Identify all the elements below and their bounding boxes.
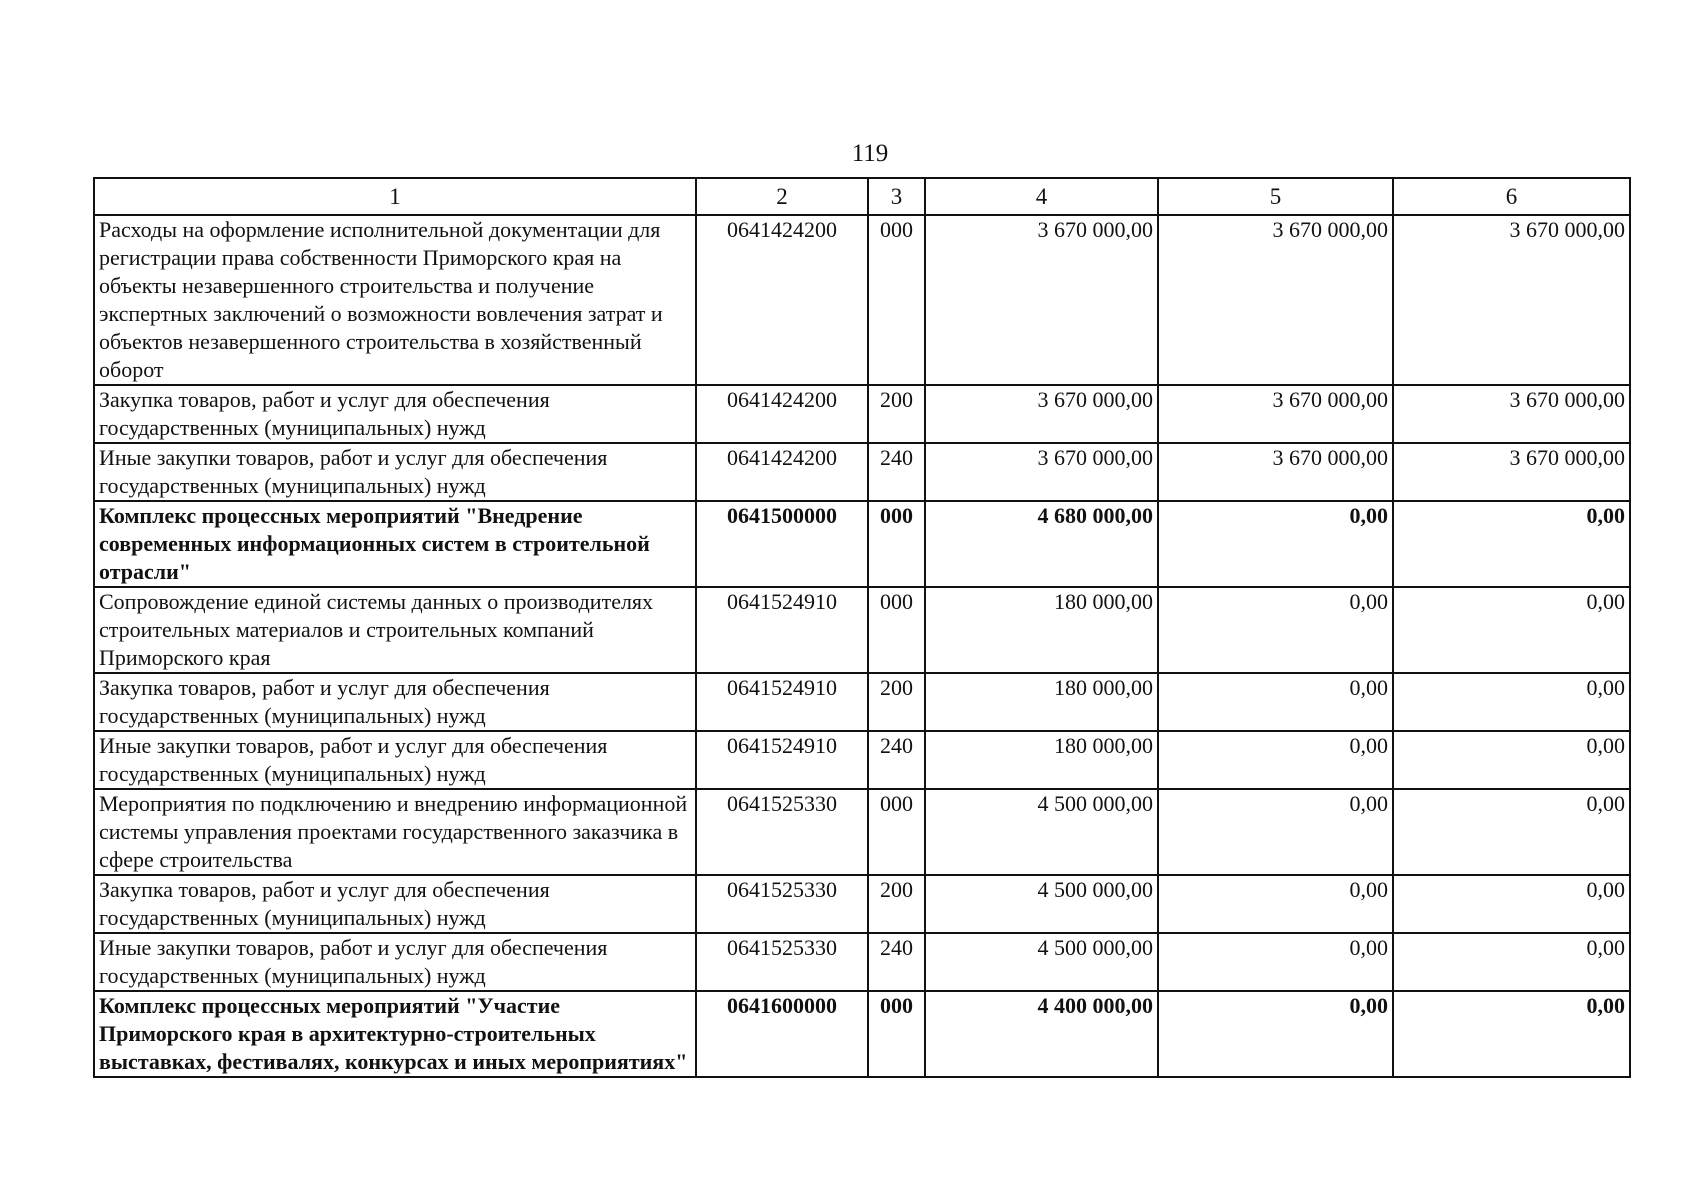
row-code: 0641600000 <box>696 991 868 1077</box>
column-header: 3 <box>868 178 925 215</box>
budget-table <box>93 177 1631 1078</box>
table-row <box>94 789 1630 875</box>
row-name: Иные закупки товаров, работ и услуг для обеспечения государственных (муниципальных) нужд <box>94 443 696 501</box>
row-amount-col5: 0,00 <box>1158 875 1393 933</box>
row-code: 0641525330 <box>696 789 868 875</box>
table-row <box>94 385 1630 443</box>
row-name: Расходы на оформление исполнительной документации для регистрации права собственности Приморского края на объекты незавершенного строительства и получение экспертных заключений о возможности вовлечения затрат и объектов незавершенного строительства в хозяйственный оборот <box>94 215 696 385</box>
row-amount-col6: 0,00 <box>1393 991 1630 1077</box>
row-amount-col4: 3 670 000,00 <box>925 215 1158 385</box>
row-amount-col4: 4 500 000,00 <box>925 933 1158 991</box>
row-code: 0641500000 <box>696 501 868 587</box>
row-amount-col4: 4 500 000,00 <box>925 875 1158 933</box>
column-header: 6 <box>1393 178 1630 215</box>
row-amount-col5: 3 670 000,00 <box>1158 215 1393 385</box>
row-amount-col6: 3 670 000,00 <box>1393 443 1630 501</box>
row-name: Закупка товаров, работ и услуг для обеспечения государственных (муниципальных) нужд <box>94 385 696 443</box>
row-amount-col4: 180 000,00 <box>925 731 1158 789</box>
column-header: 4 <box>925 178 1158 215</box>
row-name: Закупка товаров, работ и услуг для обеспечения государственных (муниципальных) нужд <box>94 673 696 731</box>
row-name: Комплекс процессных мероприятий "Участие Приморского края в архитектурно-строительных выставках, фестивалях, конкурсах и иных мероприятиях" <box>94 991 696 1077</box>
row-type: 000 <box>868 215 925 385</box>
row-amount-col6: 0,00 <box>1393 731 1630 789</box>
row-amount-col5: 0,00 <box>1158 587 1393 673</box>
table-row-section <box>94 501 1630 587</box>
row-type: 000 <box>868 789 925 875</box>
row-amount-col5: 0,00 <box>1158 731 1393 789</box>
row-amount-col4: 180 000,00 <box>925 673 1158 731</box>
table-row <box>94 875 1630 933</box>
row-name: Мероприятия по подключению и внедрению информационной системы управления проектами государственного заказчика в сфере строительства <box>94 789 696 875</box>
row-amount-col4: 4 400 000,00 <box>925 991 1158 1077</box>
row-amount-col5: 3 670 000,00 <box>1158 385 1393 443</box>
row-name: Сопровождение единой системы данных о производителях строительных материалов и строительных компаний Приморского края <box>94 587 696 673</box>
table-row <box>94 443 1630 501</box>
column-header: 1 <box>94 178 696 215</box>
row-amount-col5: 3 670 000,00 <box>1158 443 1393 501</box>
table-row <box>94 933 1630 991</box>
row-amount-col6: 3 670 000,00 <box>1393 215 1630 385</box>
row-name: Иные закупки товаров, работ и услуг для обеспечения государственных (муниципальных) нужд <box>94 933 696 991</box>
row-code: 0641424200 <box>696 215 868 385</box>
row-amount-col5: 0,00 <box>1158 933 1393 991</box>
row-amount-col4: 4 500 000,00 <box>925 789 1158 875</box>
row-code: 0641524910 <box>696 587 868 673</box>
row-amount-col6: 0,00 <box>1393 933 1630 991</box>
table-row <box>94 673 1630 731</box>
row-amount-col6: 0,00 <box>1393 673 1630 731</box>
page-number: 119 <box>851 140 889 167</box>
table-body <box>94 215 1630 1077</box>
row-amount-col6: 3 670 000,00 <box>1393 385 1630 443</box>
table-row <box>94 587 1630 673</box>
row-amount-col5: 0,00 <box>1158 673 1393 731</box>
row-code: 0641524910 <box>696 731 868 789</box>
row-code: 0641525330 <box>696 875 868 933</box>
row-name: Закупка товаров, работ и услуг для обеспечения государственных (муниципальных) нужд <box>94 875 696 933</box>
row-type: 200 <box>868 673 925 731</box>
row-type: 240 <box>868 731 925 789</box>
column-header: 2 <box>696 178 868 215</box>
table-row <box>94 731 1630 789</box>
row-amount-col4: 3 670 000,00 <box>925 385 1158 443</box>
row-amount-col4: 3 670 000,00 <box>925 443 1158 501</box>
row-code: 0641424200 <box>696 385 868 443</box>
row-amount-col6: 0,00 <box>1393 501 1630 587</box>
row-amount-col6: 0,00 <box>1393 587 1630 673</box>
row-type: 240 <box>868 443 925 501</box>
row-amount-col6: 0,00 <box>1393 789 1630 875</box>
table-row-section <box>94 991 1630 1077</box>
row-name: Комплекс процессных мероприятий "Внедрение современных информационных систем в строительной отрасли" <box>94 501 696 587</box>
row-type: 000 <box>868 587 925 673</box>
row-type: 240 <box>868 933 925 991</box>
row-name: Иные закупки товаров, работ и услуг для обеспечения государственных (муниципальных) нужд <box>94 731 696 789</box>
row-amount-col4: 180 000,00 <box>925 587 1158 673</box>
row-amount-col6: 0,00 <box>1393 875 1630 933</box>
row-amount-col5: 0,00 <box>1158 991 1393 1077</box>
row-code: 0641525330 <box>696 933 868 991</box>
row-amount-col5: 0,00 <box>1158 789 1393 875</box>
row-code: 0641424200 <box>696 443 868 501</box>
header-row <box>94 178 1630 215</box>
row-type: 200 <box>868 875 925 933</box>
row-amount-col4: 4 680 000,00 <box>925 501 1158 587</box>
table-row <box>94 215 1630 385</box>
row-type: 000 <box>868 501 925 587</box>
row-type: 200 <box>868 385 925 443</box>
row-amount-col5: 0,00 <box>1158 501 1393 587</box>
row-code: 0641524910 <box>696 673 868 731</box>
row-type: 000 <box>868 991 925 1077</box>
column-header: 5 <box>1158 178 1393 215</box>
